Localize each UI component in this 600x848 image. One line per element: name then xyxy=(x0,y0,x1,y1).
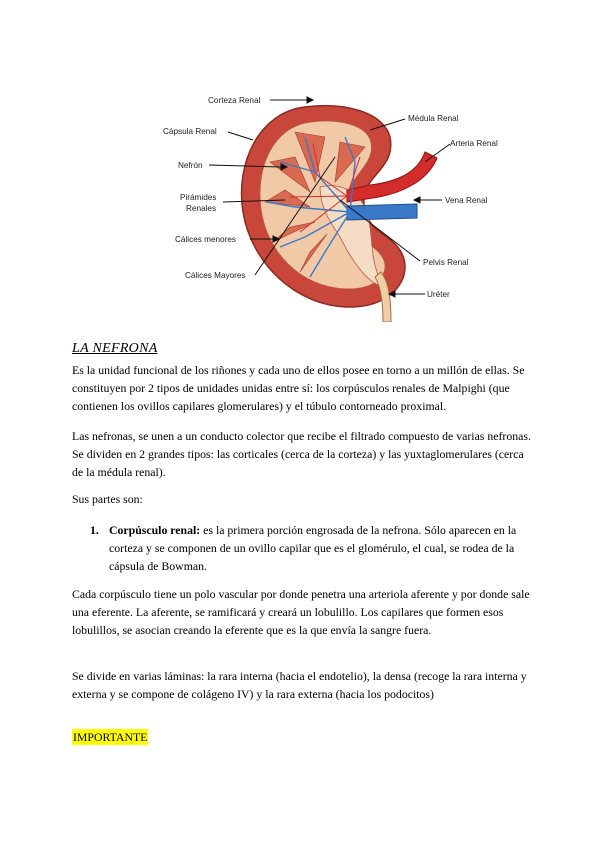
label-pelvis: Pelvis Renal xyxy=(423,258,469,267)
parts-list xyxy=(72,521,534,575)
important-highlight: IMPORTANTE xyxy=(73,730,148,744)
list-item-text: es la primera porción engrosada de la nefrona. Sólo aparecen en la corteza y se componen de un ovillo capilar que es el glomérulo, el cual, se rodea de la cápsula de Bowman. xyxy=(109,523,517,573)
paragraph-intro: Es la unidad funcional de los riñones y cada uno de ellos posee en torno a un millón de ellas. Se constituyen por 2 tipos de unidades unidas entre sí: los corpúsculos renales de Malpighi (que contienen los ovillos capilares glomerulares) y el túbulo contorneado proximal. xyxy=(72,363,525,413)
kidney-illustration xyxy=(155,82,515,322)
label-piramides-2: Renales xyxy=(186,204,217,213)
paragraph-types: Las nefronas, se unen a un conducto colector que recibe el filtrado compuesto de varias nefronas. Se dividen en 2 grandes tipos: las corticales (cerca de la corteza) y las yuxtaglomerulares (cerca de la médula renal). xyxy=(72,429,531,479)
paragraph-vascular-pole: Cada corpúsculo tiene un polo vascular por donde penetra una arteriola aferente y por donde sale una eferente. La aferente, se ramificará y creará un lobulillo. Los capilares que formen esos lobulillos, se asocian creando la eferente que es la que envía la sangre fuera. xyxy=(72,587,530,637)
label-nefron: Nefrón xyxy=(178,161,203,170)
label-ureter: Uréter xyxy=(427,290,450,299)
label-medula: Médula Renal xyxy=(408,114,459,123)
label-arteria: Arteria Renal xyxy=(450,139,498,148)
paragraph-parts-intro: Sus partes son: xyxy=(72,492,143,506)
renal-vein xyxy=(347,204,417,220)
section-title: LA NEFRONA xyxy=(72,341,158,356)
list-item xyxy=(72,521,534,575)
list-item-term: Corpúsculo renal: xyxy=(109,523,201,537)
kidney-diagram xyxy=(155,82,515,322)
label-calices-menores: Cálices menores xyxy=(175,235,236,244)
label-calices-mayores: Cálices Mayores xyxy=(185,271,246,280)
paragraph-laminas: Se divide en varias láminas: la rara interna (hacia el endotelio), la densa (recoge la rara interna y externa y se compone de colágeno IV) y la rara externa (hacia los podocitos) xyxy=(72,669,527,701)
label-capsula: Cápsula Renal xyxy=(163,127,217,136)
label-corteza: Corteza Renal xyxy=(208,96,261,105)
list-item-number: 1. xyxy=(90,523,99,537)
label-vena: Vena Renal xyxy=(445,196,488,205)
label-piramides-1: Pirámides xyxy=(180,193,217,202)
